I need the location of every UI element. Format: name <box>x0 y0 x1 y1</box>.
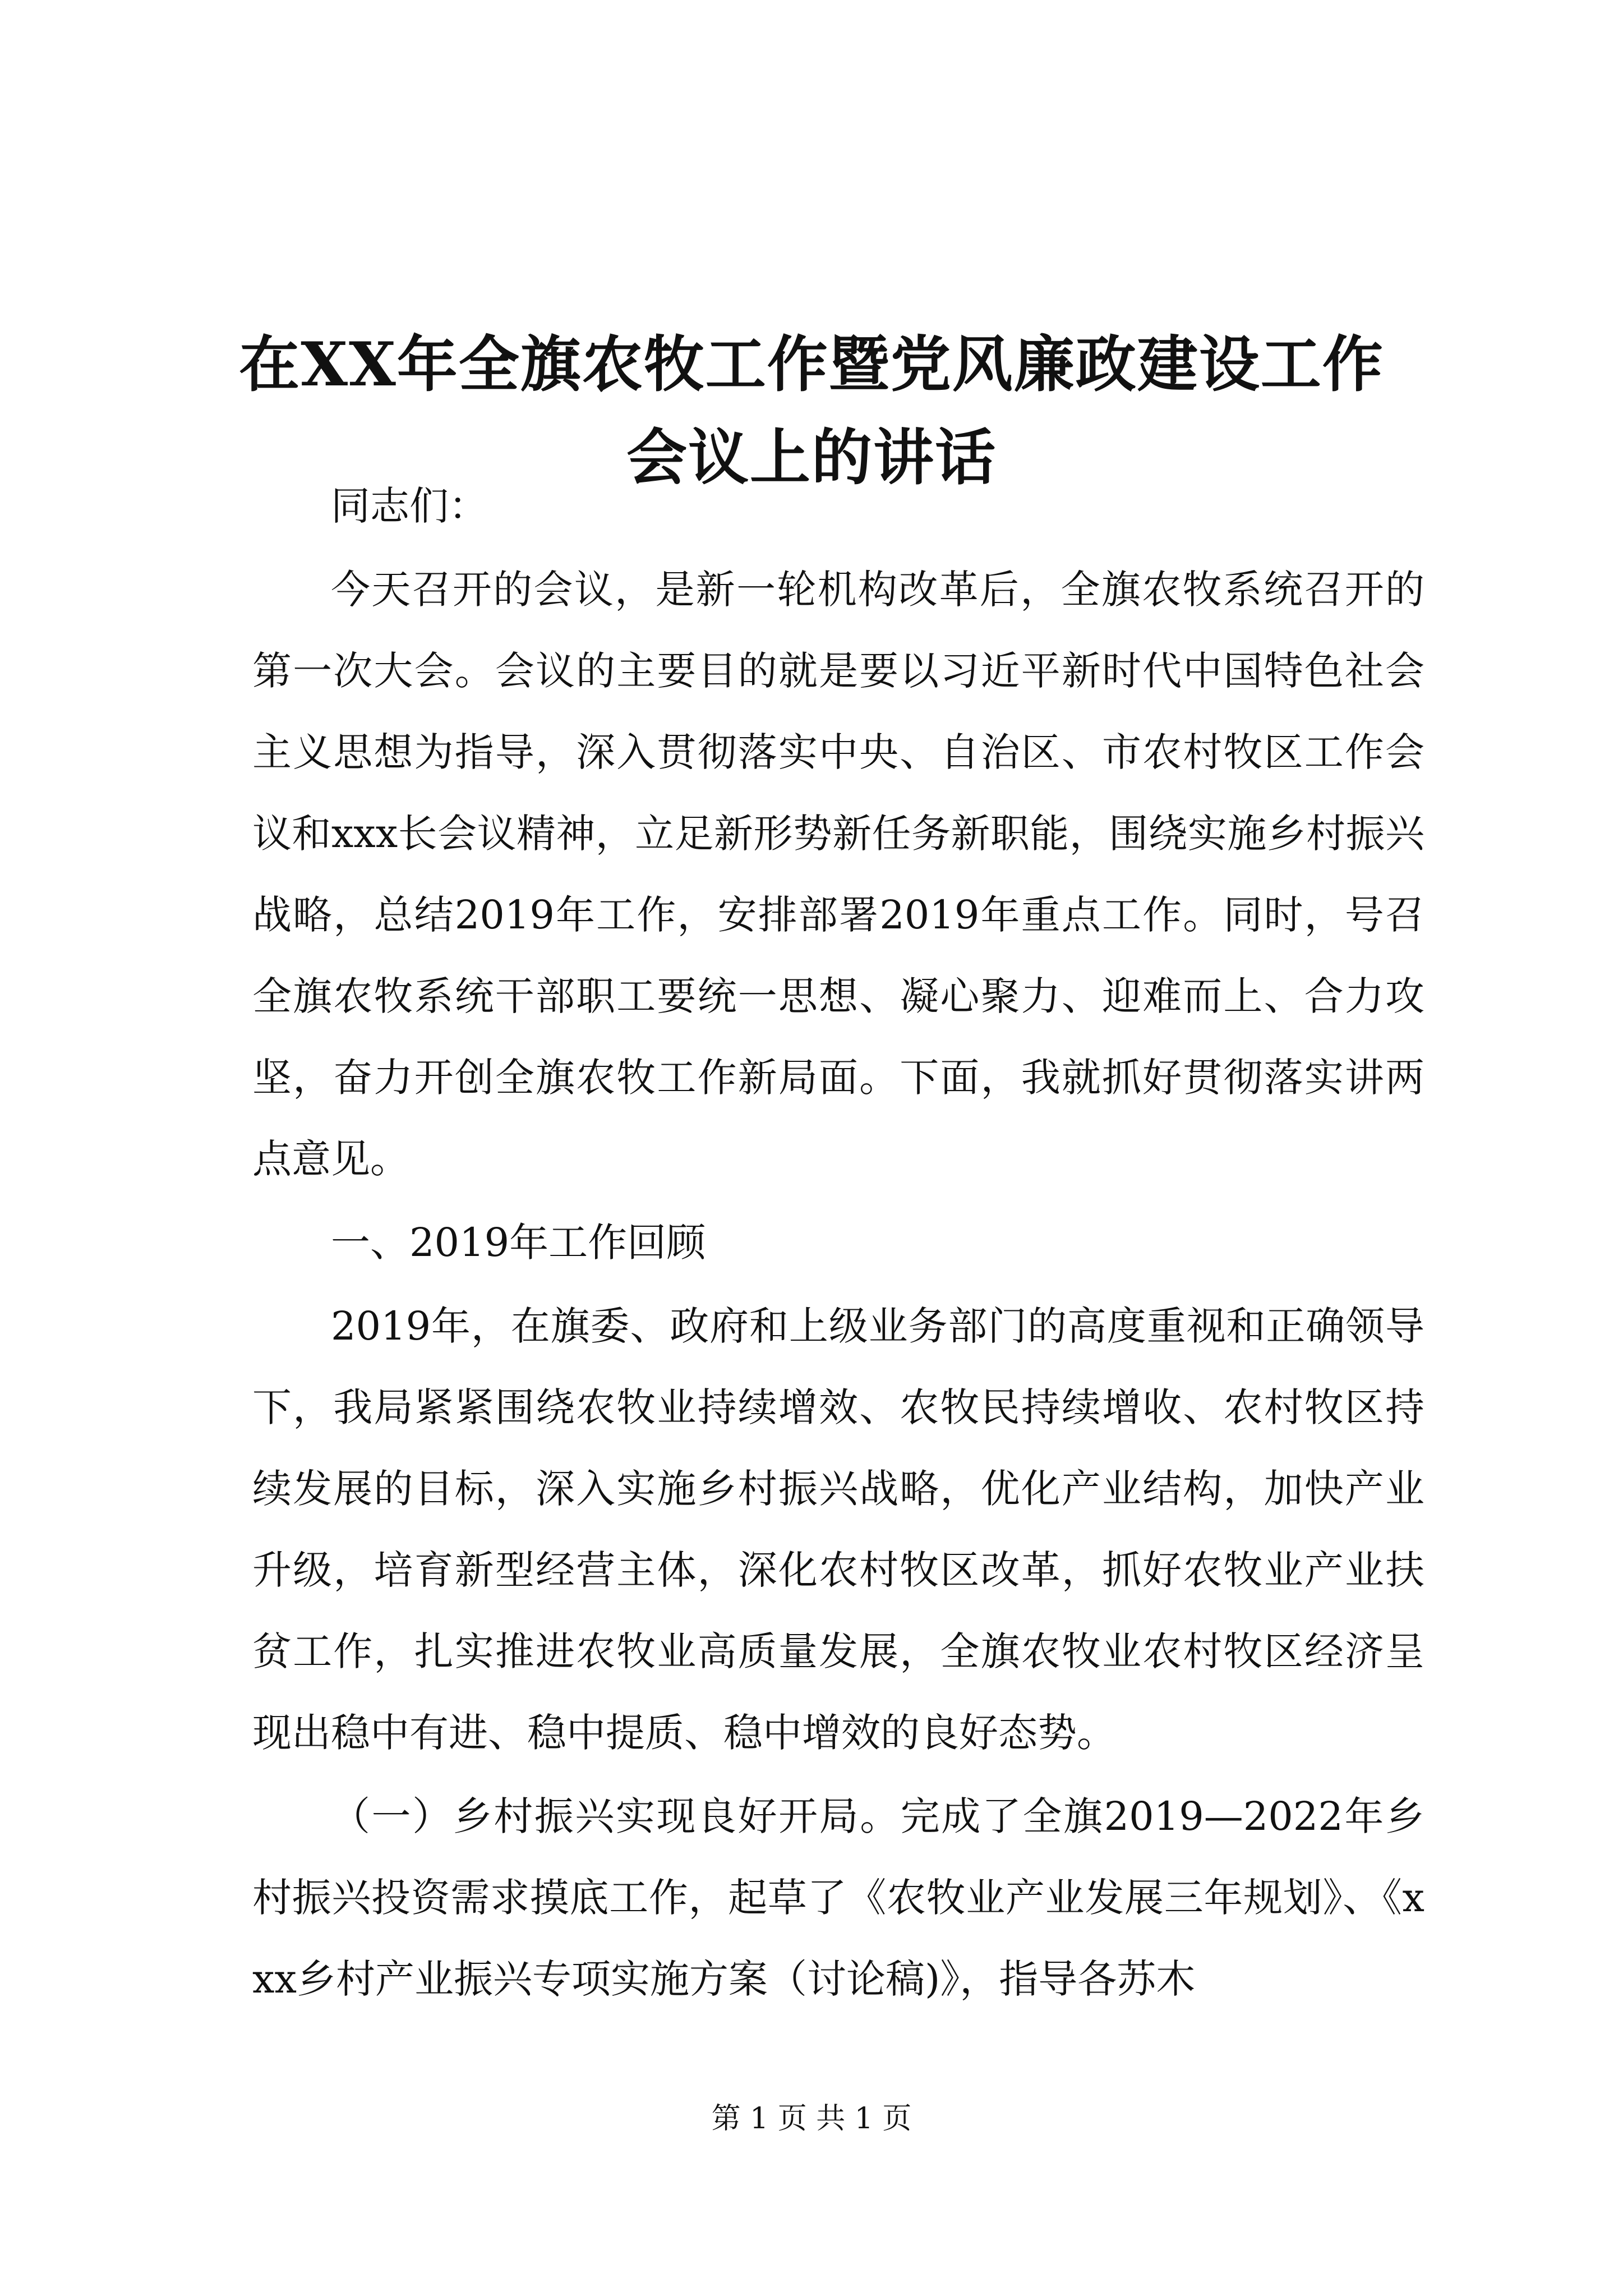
page-footer: 第 1 页 共 1 页 <box>711 2102 912 2136</box>
review-paragraph: 2019年，在旗委、政府和上级业务部门的高度重视和正确领导下，我局紧紧围绕农牧业持续增效、农牧民持续增收、农村牧区持续发展的目标，深入实施乡村振兴战略，优化产业结构，加快产业升级，培育新型经营主体，深化农村牧区改革，抓好农牧业产业扶贫工作，扎实推进农牧业高质量发展，全旗农牧业农村牧区经济呈现出稳中有进、稳中提质、稳中增效的良好态势。 <box>252 1303 1424 1756</box>
section-heading: 一、2019年工作回顾 <box>331 1220 706 1266</box>
subsection-paragraph: （一）乡村振兴实现良好开局。完成了全旗2019—2022年乡村振兴投资需求摸底工作，起草了《农牧业产业发展三年规划》、《xxx乡村产业振兴专项实施方案（讨论稿)》，指导各苏木 <box>252 1793 1424 2002</box>
document-title: 在XX年全旗农牧工作暨党风廉政建设工作会议上的讲话 <box>239 329 1384 494</box>
document-body <box>252 466 1424 2022</box>
salutation-paragraph: 同志们： <box>331 483 488 529</box>
intro-paragraph: 今天召开的会议，是新一轮机构改革后，全旗农牧系统召开的第一次大会。会议的主要目的就是要以习近平新时代中国特色社会主义思想为指导，深入贯彻落实中央、自治区、市农村牧区工作会议和xxx长会议精神，立足新形势新任务新职能，围绕实施乡村振兴战略，总结2019年工作，安排部署2019年重点工作。同时，号召全旗农牧系统干部职工要统一思想、凝心聚力、迎难而上、合力攻坚，奋力开创全旗农牧工作新局面。下面，我就抓好贯彻落实讲两点意见。 <box>252 567 1424 1182</box>
